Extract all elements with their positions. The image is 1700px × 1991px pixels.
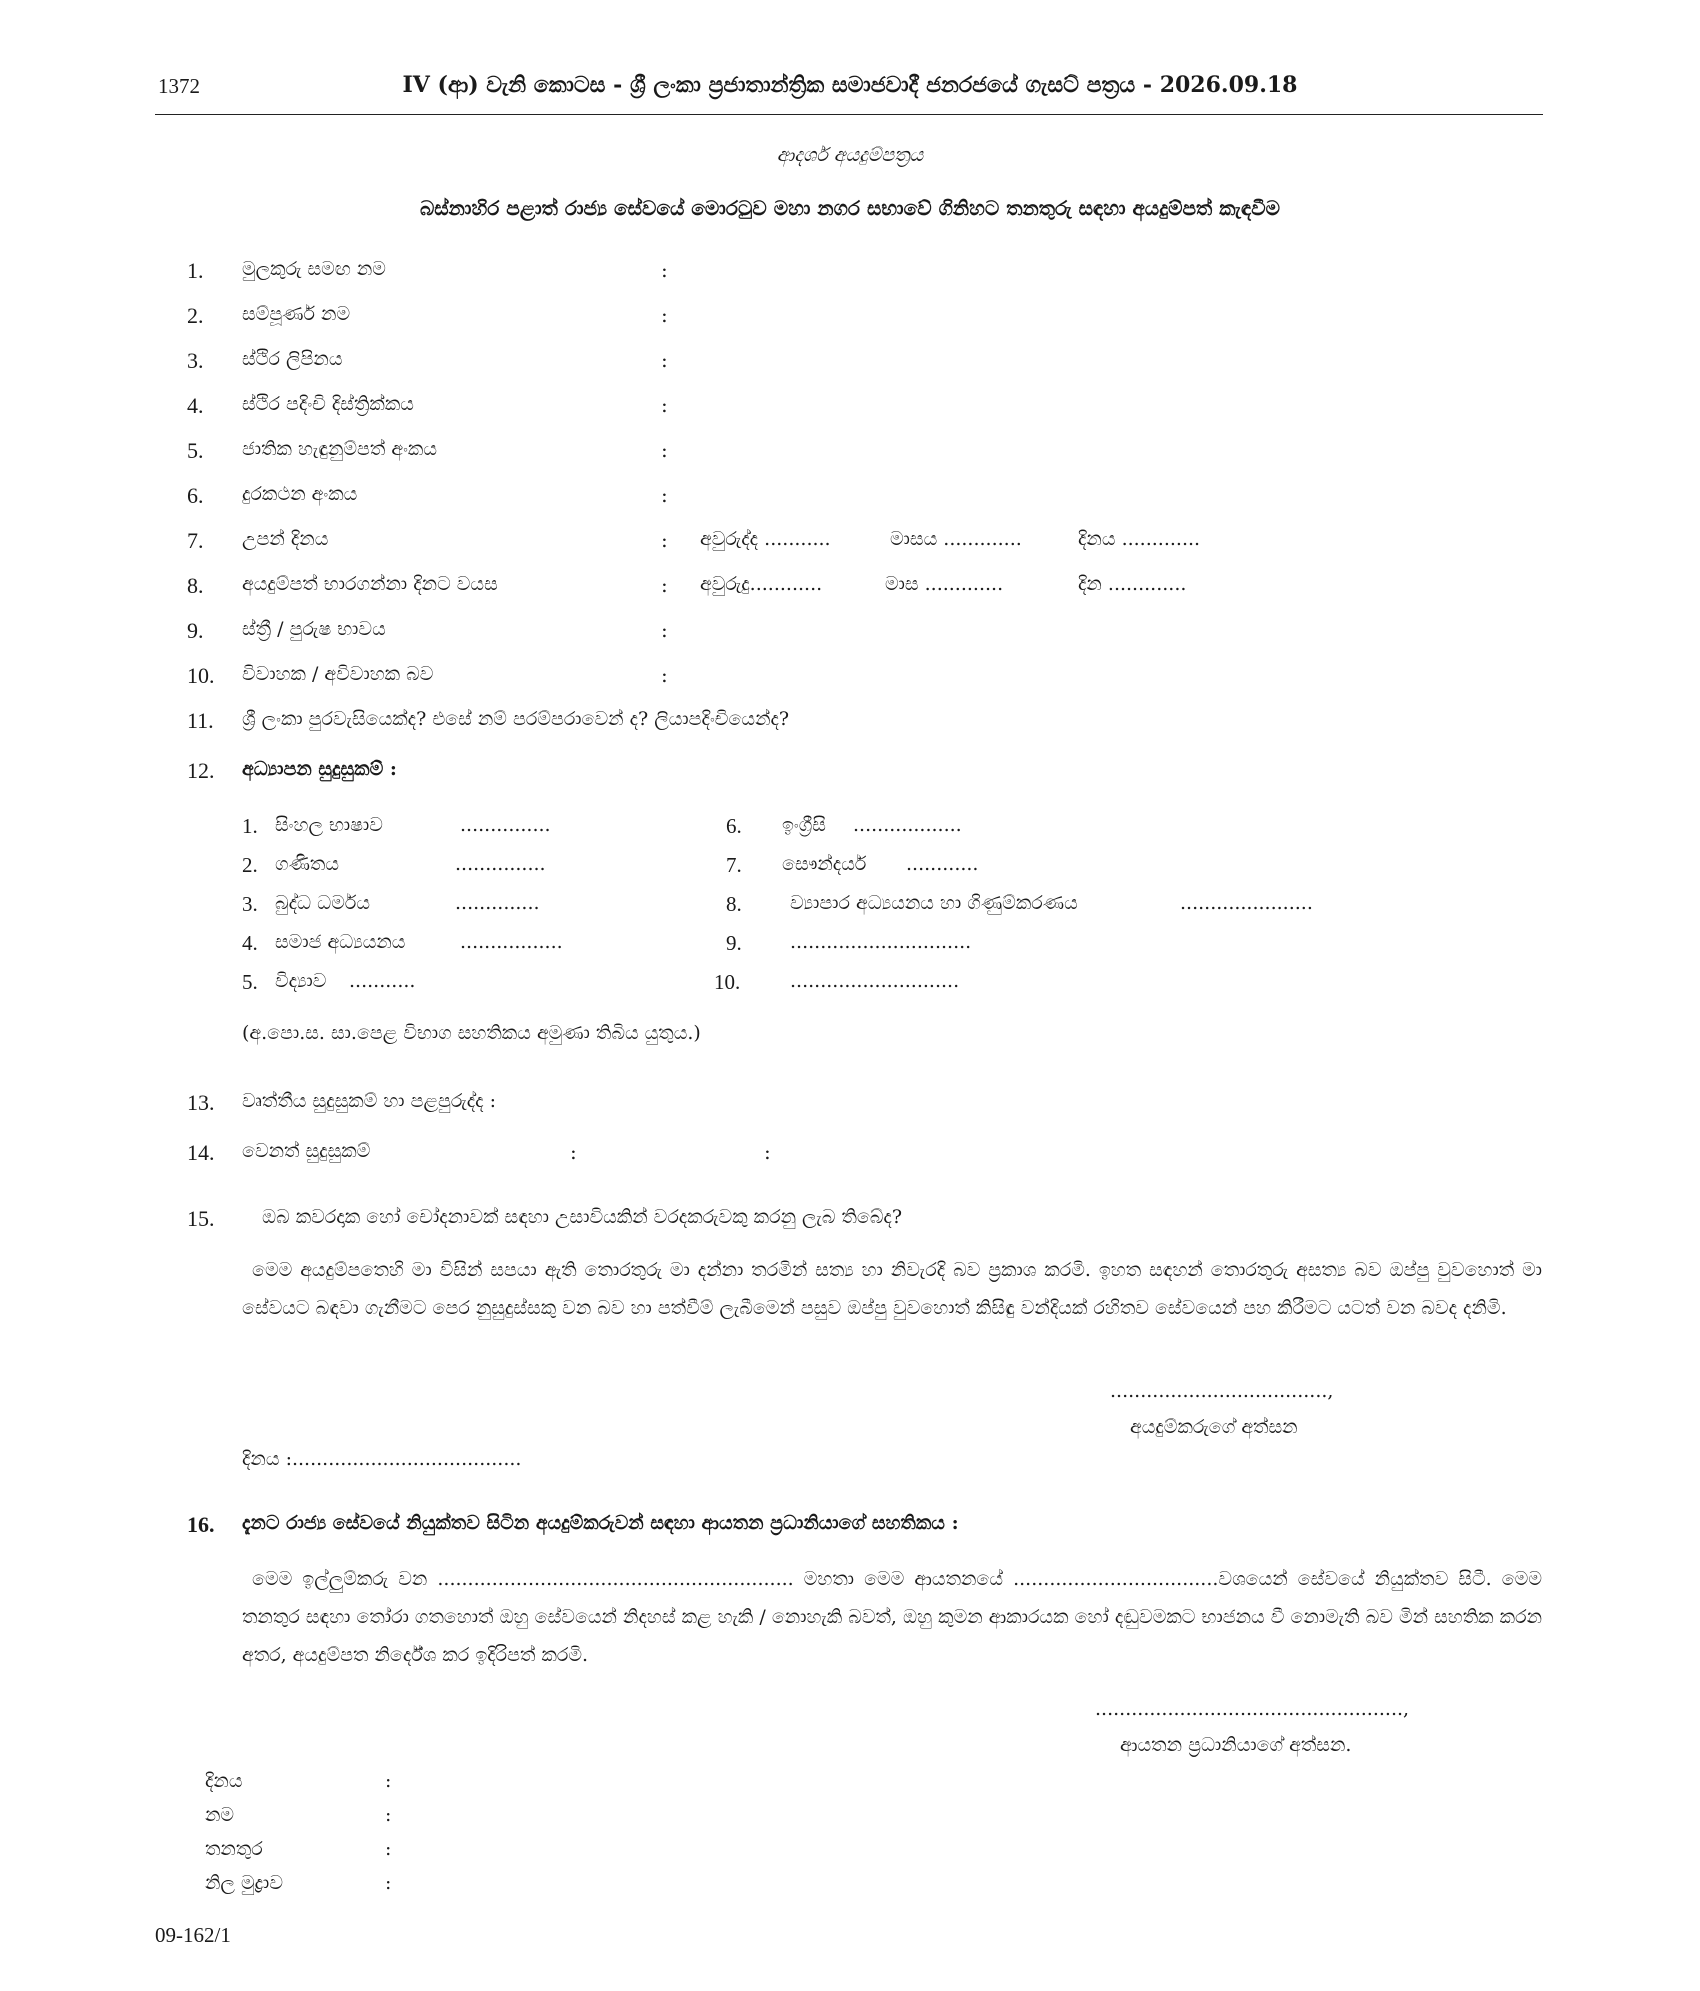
field-number: 10. <box>187 663 215 688</box>
other-qualifications-label: වෙනත් සුදුසුකම් <box>242 1140 371 1162</box>
field-label: උපන් දිනය <box>242 528 329 550</box>
field-label: ස්ත්‍රී / පුරුෂ භාවය <box>242 618 386 640</box>
field-number: 11. <box>187 708 214 733</box>
field-colon: : <box>385 1838 392 1860</box>
field-number: 6. <box>187 483 204 508</box>
subject-number: 6. <box>726 814 742 838</box>
field-label: ස්ථිර පදිංචි දිස්ත්‍රික්කය <box>242 393 414 415</box>
form-field-row <box>0 663 1700 693</box>
page-number: 1372 <box>158 74 200 98</box>
field-label: අයදුම්පත් භාරගන්නා දිනට වයස <box>242 573 498 595</box>
form-field-row <box>0 438 1700 468</box>
subject-number: 8. <box>726 892 742 916</box>
header-divider <box>155 114 1543 115</box>
field-number: 13. <box>187 1090 215 1115</box>
subject-grade-field[interactable]: ...................... <box>1180 892 1313 914</box>
birth-year-field[interactable]: අවුරුද්ද ........... <box>700 528 831 550</box>
subject-grade-field[interactable]: .................. <box>853 814 962 836</box>
professional-qualifications-row <box>0 1090 1700 1120</box>
conviction-question: ඔබ කවරදාක හෝ චෝදනාවක් සඳහා උසාවියකින් වරදකරුවකු කරනු ලැබ තිබේද? <box>262 1206 903 1228</box>
age-months-field[interactable]: මාස ............. <box>885 573 1004 595</box>
subject-grade-field[interactable]: ................. <box>460 931 563 953</box>
field-label: සම්පූර්ණ නම <box>242 303 351 325</box>
subject-row <box>0 970 1700 1000</box>
field-colon: : <box>661 528 668 552</box>
gazette-header-title: IV (ආ) වැනි කොටස - ශ්‍රී ලංකා ප්‍රජාතාන්ත්‍රික සමාජවාදී ජනරජයේ ගැසට් පත්‍රය - 2026.09.18 <box>402 72 1298 98</box>
subject-number: 2. <box>242 853 258 877</box>
head-certificate-heading: දැනට රාජ්‍ය සේවයේ නියුක්තව සිටින අයදුම්කරුවන් සඳහා ආයතන ප්‍රධානියාගේ සහතිකය : <box>242 1512 959 1534</box>
head-detail-row <box>0 1804 1700 1834</box>
form-field-row <box>0 303 1700 333</box>
head-detail-label: නිල මුද්‍රාව <box>205 1872 283 1894</box>
form-title: ආදර්ශ අයදුම්පත්‍රය <box>776 144 924 166</box>
education-heading-row <box>0 758 1700 788</box>
age-years-field[interactable]: අවුරුදු............ <box>700 573 823 595</box>
applicant-signature-line[interactable]: ...................................., <box>1110 1380 1334 1402</box>
head-detail-label: දිනය <box>205 1770 243 1792</box>
form-subtitle: බස්නාහිර පළාත් රාජ්‍ය සේවයේ මොරටුව මහා නගර සභාවේ ගිනිහට තනතුරු සඳහා අයදුම්පත් කැඳවීම <box>420 196 1280 220</box>
head-signature-label: ආයතන ප්‍රධානියාගේ අත්සන. <box>1120 1734 1352 1756</box>
field-number: 14. <box>187 1140 215 1165</box>
field-number: 9. <box>187 618 204 643</box>
subject-grade-field[interactable]: ........... <box>349 970 416 992</box>
conviction-question-row <box>0 1206 1700 1236</box>
field-number: 16. <box>187 1512 215 1537</box>
form-field-row <box>0 528 1700 558</box>
field-label: මුලකුරු සමඟ නම <box>242 258 386 280</box>
form-field-row <box>0 393 1700 423</box>
field-colon: : <box>661 393 668 417</box>
head-detail-row <box>0 1770 1700 1800</box>
citizenship-question-row <box>0 708 1700 738</box>
head-detail-label: නම <box>205 1804 235 1826</box>
field-number: 12. <box>187 758 215 783</box>
field-colon: : <box>764 1140 771 1164</box>
age-days-field[interactable]: දින ............. <box>1078 573 1187 595</box>
subject-name: ගණිතය <box>275 853 340 875</box>
subject-number: 10. <box>714 970 741 994</box>
head-detail-row <box>0 1838 1700 1868</box>
subject-grade-field[interactable]: .............. <box>455 892 540 914</box>
subject-number: 5. <box>242 970 258 994</box>
subject-row <box>0 892 1700 922</box>
field-label: ජාතික හැඳුනුම්පත් අංකය <box>242 438 437 460</box>
birth-day-field[interactable]: දිනය ............. <box>1078 528 1201 550</box>
subject-name: ඉංග්‍රීසි <box>782 814 826 836</box>
field-label: දුරකථන අංකය <box>242 483 358 505</box>
field-number: 5. <box>187 438 204 463</box>
head-certificate-heading-row <box>0 1512 1700 1542</box>
subject-number: 1. <box>242 814 258 838</box>
footer-code: 09-162/1 <box>155 1923 231 1947</box>
field-colon: : <box>661 438 668 462</box>
field-number: 15. <box>187 1206 215 1231</box>
form-field-row <box>0 483 1700 513</box>
subject-number: 9. <box>726 931 742 955</box>
head-certificate-text: මෙම ඉල්ලුම්කරු වන ........................................................... මහතා මෙම ආයතනයේ ..................................වශයෙන් සේවයේ නියුක්තව සිටී. මෙම තනතුර සඳහා තෝරා ගතහොත් ඔහු සේවයෙන් නිදහස් කළ හැකි / නොහැකි බවත්, ඔහු කුමන ආකාරයක හෝ දඬුවමකට භාජනය වී නොමැති බව මින් සහතික කරන අතර, අයදුම්පත නිර්දේශ කර ඉදිරිපත් කරමි. <box>242 1568 1542 1666</box>
field-colon: : <box>661 303 668 327</box>
subject-row <box>0 814 1700 844</box>
field-colon: : <box>661 258 668 282</box>
form-field-row <box>0 348 1700 378</box>
field-number: 2. <box>187 303 204 328</box>
field-number: 7. <box>187 528 204 553</box>
form-field-row <box>0 573 1700 603</box>
birth-month-field[interactable]: මාසය ............. <box>890 528 1022 550</box>
head-detail-label: තනතුර <box>205 1838 263 1860</box>
field-number: 3. <box>187 348 204 373</box>
field-label: විවාහක / අවිවාහක බව <box>242 663 434 685</box>
applicant-declaration: මෙම අයදුම්පතෙහි මා විසින් සපයා ඇති තොරතුරු මා දන්නා තරමින් සත්‍ය හා නිවැරදි බව ප්‍රකාශ කරමි. ඉහත සඳහන් තොරතුරු අසත්‍ය බව ඔප්පු වුවහොත් මා සේවයට බඳවා ගැනීමට පෙර නුසුදුස්සකු වන බව හා පත්වීම් ලැබීමෙන් පසුව ඔප්පු වුවහොත් කිසිඳු වන්දියක් රහිතව සේවයෙන් පහ කිරීමට යටත් වන බවද දනිමි. <box>242 1259 1542 1319</box>
field-colon: : <box>661 483 668 507</box>
education-heading: අධ්‍යාපන සුදුසුකම් : <box>242 758 397 780</box>
field-number: 1. <box>187 258 204 283</box>
head-signature-line[interactable]: ..................................................., <box>1095 1698 1410 1720</box>
other-qualifications-row <box>0 1140 1700 1170</box>
subject-grade-field[interactable]: .............................. <box>790 931 972 953</box>
applicant-date-field[interactable]: දිනය :...................................... <box>242 1448 522 1470</box>
field-colon: : <box>385 1872 392 1894</box>
field-colon: : <box>661 573 668 597</box>
field-number: 4. <box>187 393 204 418</box>
form-field-row <box>0 258 1700 288</box>
field-colon: : <box>661 618 668 642</box>
subject-grade-field[interactable]: ............... <box>460 814 551 836</box>
subject-name: විද්‍යාව <box>275 970 327 992</box>
field-colon: : <box>661 348 668 372</box>
subject-row <box>0 853 1700 883</box>
education-note-row <box>0 1022 1700 1052</box>
subject-number: 3. <box>242 892 258 916</box>
field-colon: : <box>385 1804 392 1826</box>
field-colon: : <box>570 1140 577 1164</box>
subject-number: 4. <box>242 931 258 955</box>
subject-row <box>0 931 1700 961</box>
citizenship-question: ශ්‍රී ලංකා පුරවැසියෙක්ද? එසේ නම් පරම්පරාවෙන් ද? ලියාපදිංචියෙන්ද? <box>242 708 790 730</box>
subject-name: සිංහල භාෂාව <box>275 814 383 836</box>
field-number: 8. <box>187 573 204 598</box>
professional-qualifications-label: වෘත්තීය සුදුසුකම් හා පළපුරුද්ද : <box>242 1090 497 1112</box>
subject-grade-field[interactable]: ............ <box>906 853 979 875</box>
field-colon: : <box>385 1770 392 1792</box>
subject-grade-field[interactable]: ............................ <box>790 970 960 992</box>
education-note: (අ.පො.ස. සා.පෙළ විභාග සහතිකය අමුණා තිබිය යුතුය.) <box>242 1022 701 1044</box>
field-label: ස්ථිර ලිපිනය <box>242 348 343 370</box>
subject-name: සමාජ අධ්‍යයනය <box>275 931 406 953</box>
subject-name: සෞන්දර්ය <box>782 853 867 875</box>
form-field-row <box>0 618 1700 648</box>
subject-grade-field[interactable]: ............... <box>455 853 546 875</box>
subject-number: 7. <box>726 853 742 877</box>
field-colon: : <box>661 663 668 687</box>
subject-name: බුද්ධ ධර්මය <box>275 892 371 914</box>
head-detail-row <box>0 1872 1700 1902</box>
applicant-signature-label: අයදුම්කරුගේ අත්සන <box>1130 1416 1298 1438</box>
subject-name: ව්‍යාපාර අධ්‍යයනය හා ගිණුම්කරණය <box>790 892 1078 914</box>
